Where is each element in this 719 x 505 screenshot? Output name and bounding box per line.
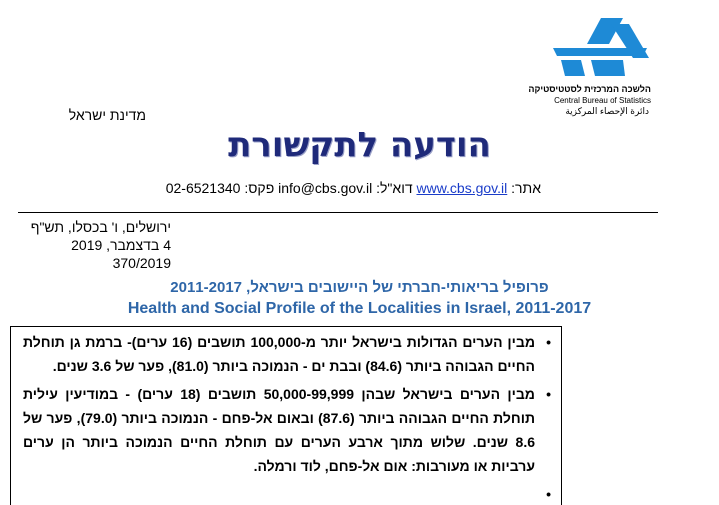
cbs-logo [528, 14, 655, 116]
dateline-hebrew-date: ירושלים, ו' בכסלו, תש"ף [30, 219, 171, 235]
email-label: דוא"ל: [376, 180, 413, 196]
bullet-icon: • [546, 334, 551, 350]
bullet-icon: • [546, 386, 551, 402]
page-title: הודעה לתקשורת [228, 125, 491, 165]
fax-label: פקס: [244, 180, 275, 196]
bullet-icon: • [546, 486, 551, 502]
site-link[interactable]: www.cbs.gov.il [416, 180, 508, 196]
contact-line [166, 180, 541, 196]
bullet-text: מבין הערים בישראל שבהן 50,000-99,999 תושבים (18 ערים) - במודיעין עילית תוחלת החיים הגבוהה ביותר (87.6) ובאום אל-פחם - הנמוכה ביותר (79.0), פער של 8.6 שנים. שלוש מתוך ארבע הערים עם תוחלת החיים הנמוכה ביותר הן ערים ערביות או מעורבות: אום אל-פחם, לוד ורמלה. [23, 386, 536, 474]
logo-english-name: Central Bureau of Statistics [554, 96, 651, 105]
fax-number: 02-6521340 [165, 180, 241, 196]
highlights-box [10, 326, 562, 505]
state-of-israel-label: מדינת ישראל [68, 107, 146, 123]
email-address[interactable]: info@cbs.gov.il [278, 180, 373, 196]
report-title-english: Health and Social Profile of the Localities in Israel, 2011-2017 [127, 300, 592, 317]
list-item [11, 382, 561, 478]
site-label: אתר: [511, 180, 541, 196]
report-title-hebrew: פרופיל בריאותי-חברתי של היישובים בישראל, 2011-2017 [170, 279, 549, 296]
highlights-list [11, 330, 561, 502]
release-number: 370/2019 [112, 255, 171, 271]
header-divider [18, 212, 658, 213]
cbs-logo-icon [551, 14, 655, 80]
logo-hebrew-name: הלשכה המרכזית לסטטיסטיקה [528, 84, 651, 94]
list-item [11, 330, 561, 378]
bullet-text: מבין הערים הגדולות בישראל יותר מ-100,000 תושבים (16 ערים)- ברמת גן תוחלת החיים הגבוהה ביותר (84.6) ובבת ים - הנמוכה ביותר (81.0), פער של 3.6 שנים. [23, 334, 535, 374]
logo-arabic-name: دائرة الإحصاء المركزية [565, 106, 649, 116]
dateline-gregorian-date: 4 בדצמבר, 2019 [71, 237, 171, 253]
